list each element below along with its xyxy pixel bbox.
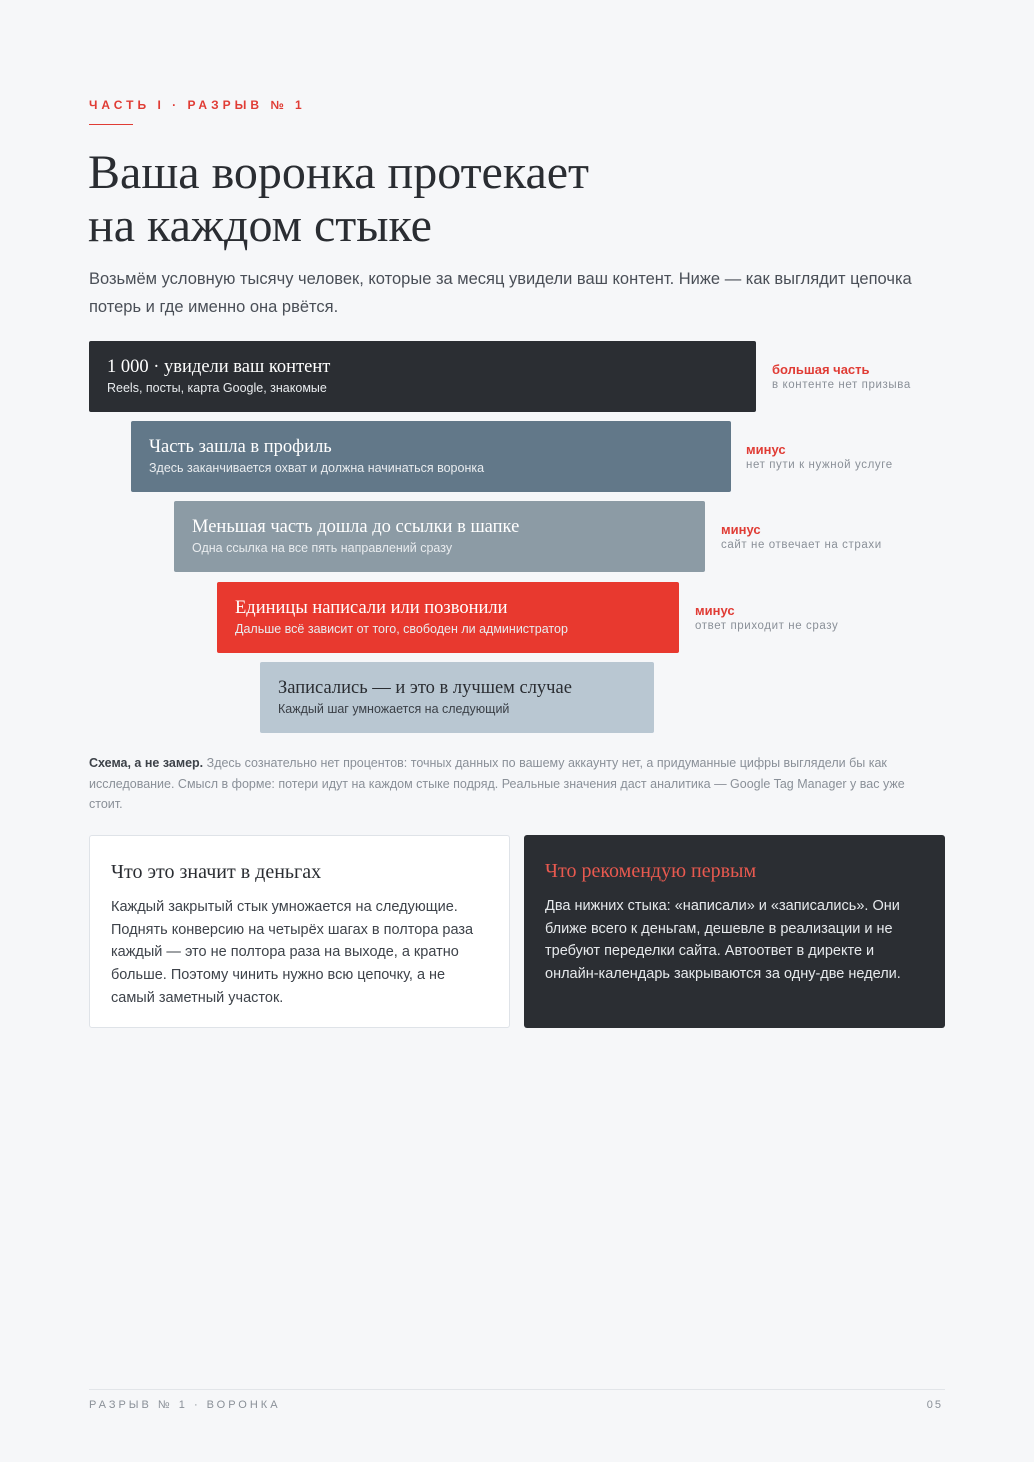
recommendation-card [524, 835, 945, 1028]
disclaimer-lead: Схема, а не замер. [89, 756, 204, 770]
loss-label: минус [695, 603, 735, 618]
lead-paragraph: Возьмём условную тысячу человек, которые за месяц увидели ваш контент. Ниже — как выглядит цепочка потерь и где именно она рвётся. [89, 270, 912, 316]
loss-label: минус [721, 522, 761, 537]
loss-reason: сайт не отвечает на страхи [721, 539, 882, 551]
funnel-stage-contacted [217, 582, 679, 653]
funnel-stage-title: Единицы написали или позвонили [235, 598, 508, 618]
funnel-stage-profile [131, 421, 731, 492]
loss-label: большая часть [772, 362, 870, 377]
money-card-title: Что это значит в деньгах [111, 861, 322, 883]
page-number: 05 [926, 1399, 943, 1411]
recommendation-card-title: Что рекомендую первым [545, 860, 757, 882]
page-title [88, 146, 788, 252]
loss-label: минус [746, 442, 786, 457]
page-title-line-2: на каждом стыке [88, 199, 432, 252]
funnel-stage-title: 1 000 · увидели ваш контент [107, 357, 331, 377]
funnel-stage-title: Меньшая часть дошла до ссылки в шапке [192, 517, 520, 537]
recommendation-card-text: Два нижних стыка: «написали» и «записались». Они ближе всего к деньгам, дешевле в реализации и не требуют переделки сайта. Автоответ в директе и онлайн-календарь закрываются за одну-две недели. [545, 898, 901, 983]
funnel-stage-subtitle: Дальше всё зависит от того, свободен ли администратор [235, 622, 568, 636]
loss-reason: ответ приходит не сразу [695, 620, 839, 632]
funnel-loss-3 [721, 522, 921, 553]
footer-divider [89, 1389, 945, 1390]
loss-reason: в контенте нет призыва [772, 379, 911, 391]
money-card-text: Каждый закрытый стык умножается на следующие. Поднять конверсию на четырёх шагах в полтора раза каждый — это не полтора раза на выходе, а кратно больше. Поэтому чинить нужно всю цепочку, а не самый заметный участок. [111, 899, 474, 1006]
funnel-stage-subtitle: Reels, посты, карта Google, знакомые [107, 381, 327, 395]
funnel-stage-link [174, 501, 705, 572]
disclaimer-text: Здесь сознательно нет процентов: точных данных по вашему аккаунту нет, а придуманные цифры выглядели бы как исследование. Смысл в форме: потери идут на каждом стыке подряд. Реальные значения даст аналитика — Google Tag Manager у вас уже стоит. [89, 756, 905, 811]
funnel-loss-4 [695, 603, 895, 634]
funnel-stage-title: Часть зашла в профиль [149, 437, 332, 457]
footer-section-label: РАЗРЫВ № 1 · ВОРОНКА [89, 1399, 281, 1411]
funnel-stage-booked [260, 662, 654, 733]
money-card [89, 835, 510, 1028]
loss-reason: нет пути к нужной услуге [746, 459, 893, 471]
disclaimer-note [89, 753, 937, 815]
funnel-stage-subtitle: Одна ссылка на все пять направлений сразу [192, 541, 453, 555]
section-kicker: ЧАСТЬ I · РАЗРЫВ № 1 [89, 98, 306, 112]
page-title-line-1: Ваша воронка протекает [88, 146, 590, 199]
funnel-stage-subtitle: Здесь заканчивается охват и должна начинаться воронка [149, 461, 485, 475]
funnel-stage-seen [89, 341, 756, 412]
funnel-stage-subtitle: Каждый шаг умножается на следующий [278, 702, 510, 716]
kicker-divider [89, 124, 133, 125]
funnel-loss-2 [746, 442, 946, 473]
funnel-stage-title: Записались — и это в лучшем случае [278, 678, 572, 698]
funnel-loss-1 [772, 362, 972, 393]
